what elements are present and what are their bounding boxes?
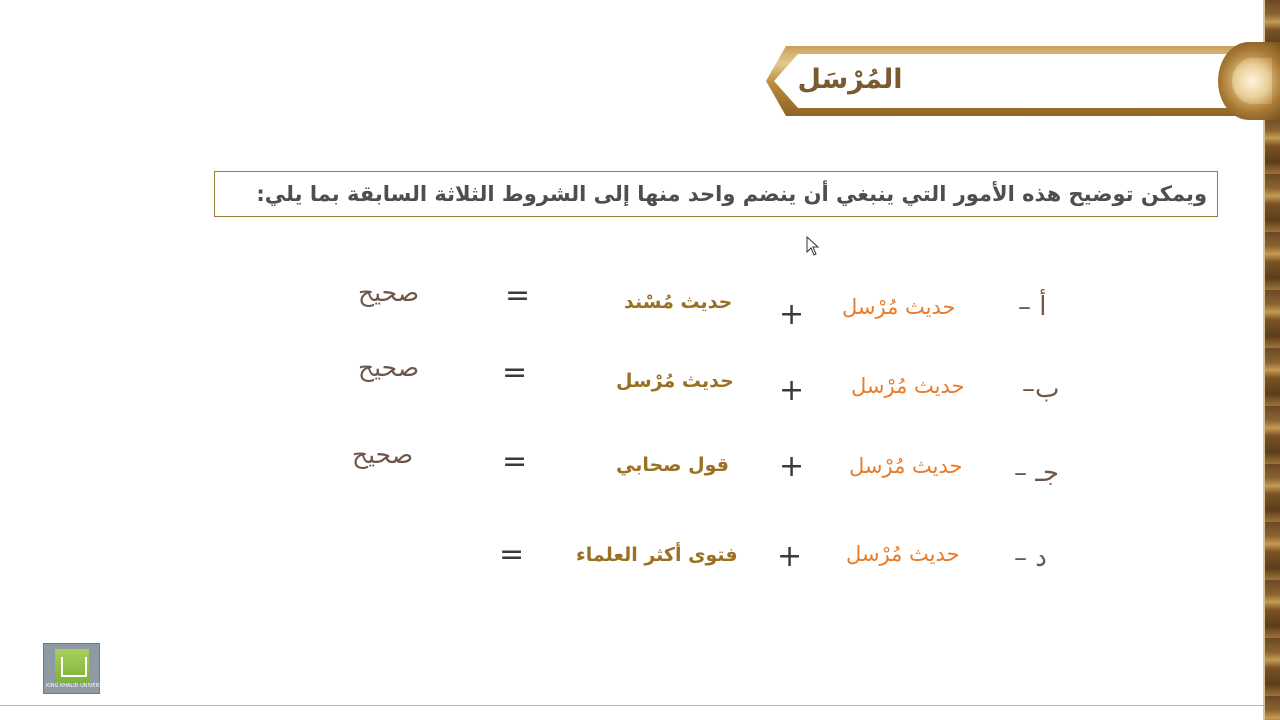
row-b-letter: ب–: [1022, 374, 1060, 404]
row-d-term1: حديث مُرْسل: [846, 542, 960, 566]
row-a-letter: أ –: [1018, 292, 1047, 322]
intro-box: [214, 171, 1218, 217]
row-b-term1: حديث مُرْسل: [851, 374, 965, 398]
row-c-letter: جـ –: [1014, 458, 1059, 488]
row-a-term2: حديث مُسْند: [624, 291, 733, 313]
row-c-result: صحيح: [352, 440, 414, 469]
logo-emblem: [55, 649, 89, 683]
row-a-plus: +: [779, 297, 805, 332]
mouse-pointer-icon: [806, 236, 820, 256]
row-a-term1: حديث مُرْسل: [842, 295, 956, 319]
row-c-term2: قول صحابي: [616, 454, 729, 476]
row-b-term2: حديث مُرْسل: [616, 370, 734, 392]
ornament-medallion-core: [1232, 58, 1272, 104]
row-b-equals: =: [502, 355, 528, 390]
row-b-result: صحيح: [358, 353, 420, 382]
slide-title: المُرْسَل: [797, 64, 903, 95]
row-d-equals: =: [499, 537, 525, 572]
logo-caption: KING KHALID UNIVERSITY: [46, 683, 110, 689]
university-logo-icon: [43, 643, 110, 694]
row-c-term1: حديث مُرْسل: [849, 454, 963, 478]
intro-text: ويمكن توضيح هذه الأمور التي ينبغي أن ينضم واحد منها إلى الشروط الثلاثة السابقة بما يلي:: [256, 182, 1207, 206]
row-b-plus: +: [779, 373, 805, 408]
row-d-term2: فتوى أكثر العلماء: [576, 544, 738, 566]
row-d-plus: +: [777, 539, 803, 574]
footer-divider: [0, 705, 1265, 706]
row-c-plus: +: [779, 449, 805, 484]
row-d-letter: د –: [1014, 543, 1047, 573]
row-a-result: صحيح: [358, 278, 420, 307]
row-a-equals: =: [505, 278, 531, 313]
row-c-equals: =: [502, 444, 528, 479]
